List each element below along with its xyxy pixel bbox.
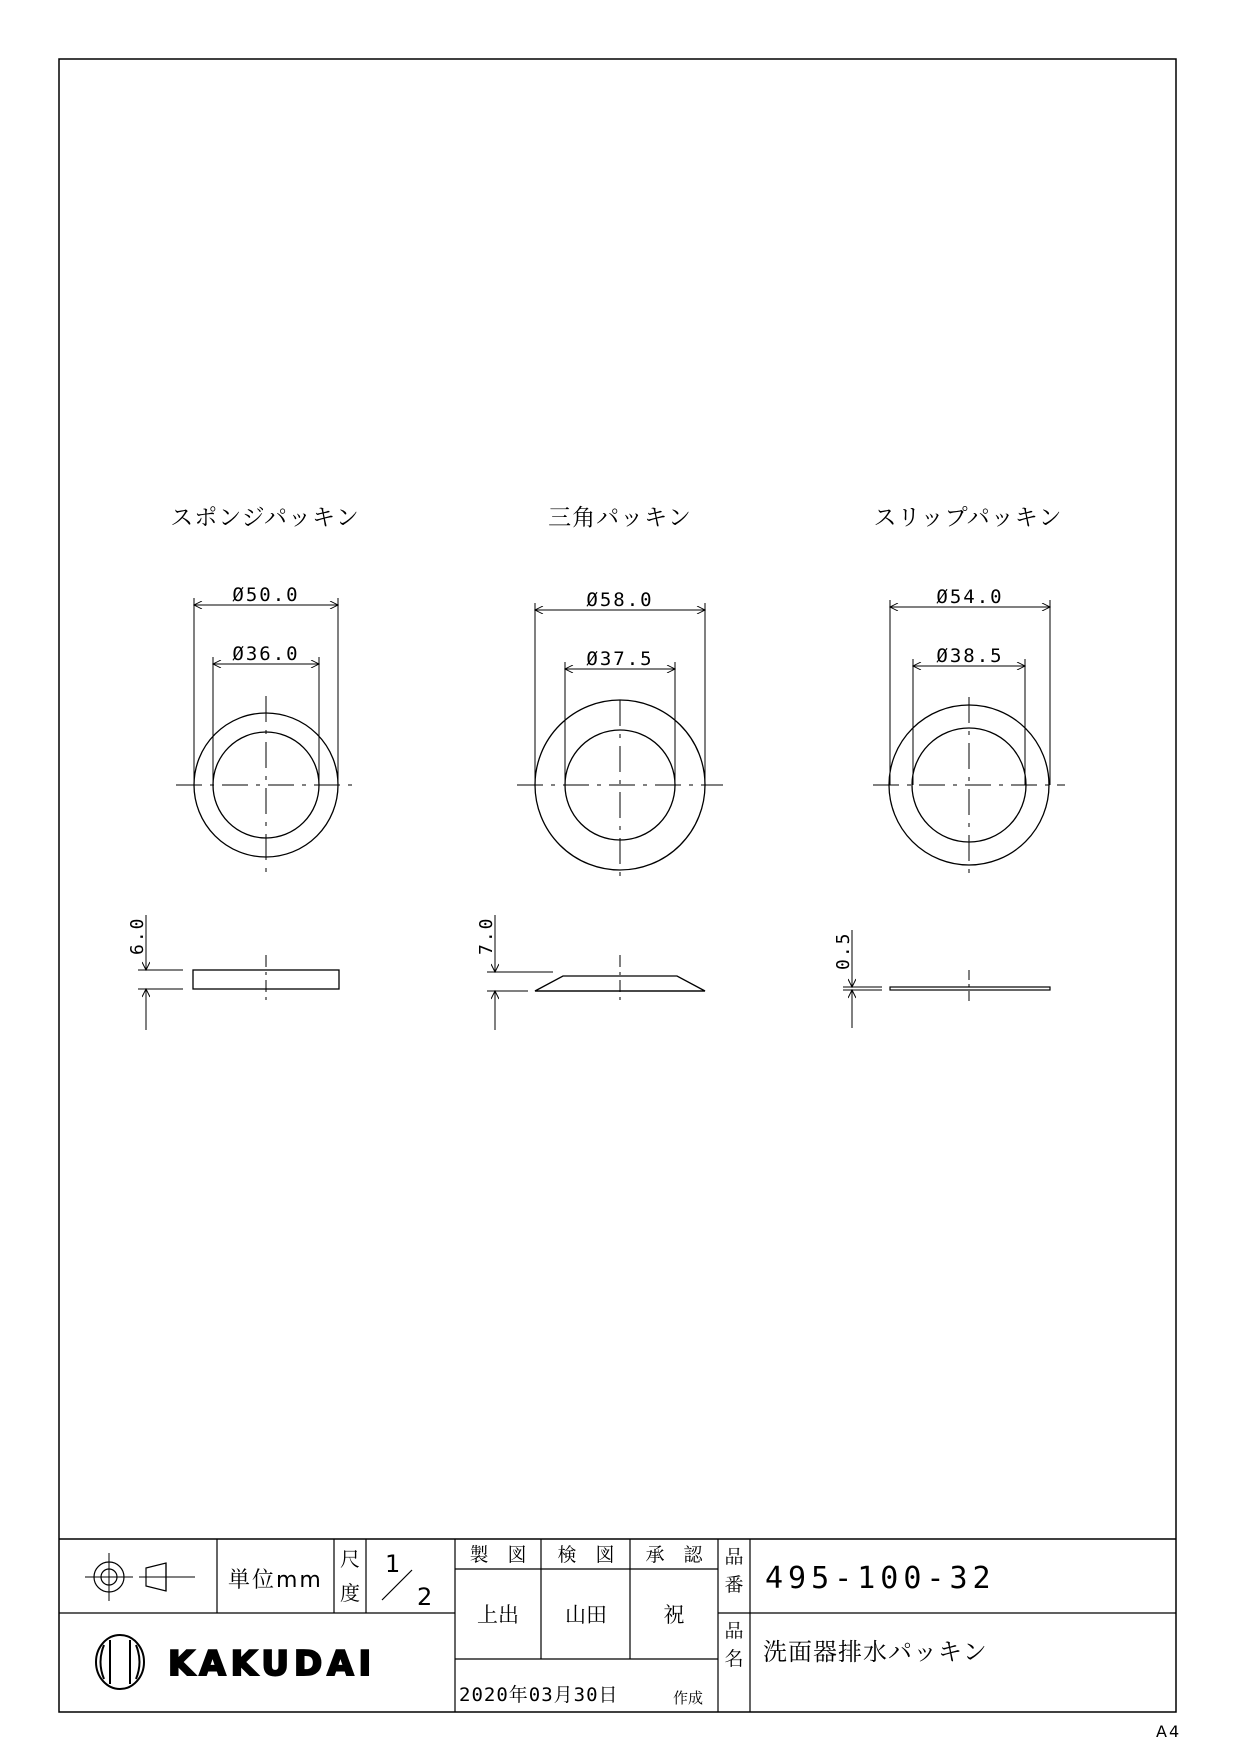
scale-label: 尺 [340, 1547, 360, 1571]
part-number-label: 品 [724, 1546, 744, 1568]
part-name: 洗面器排水パッキン [763, 1638, 988, 1666]
part-number: 495-100-32 [765, 1561, 996, 1596]
part-title: スポンジパッキン [170, 505, 360, 531]
part-title: スリップパッキン [873, 505, 1063, 531]
thickness-label: 0.5 [833, 931, 854, 970]
part-slip-packing [833, 505, 1065, 1028]
drafted-by: 上出 [477, 1603, 519, 1627]
part-name-label: 名 [724, 1648, 744, 1670]
outer-diameter-label: Ø50.0 [232, 584, 300, 606]
kakudai-logo-icon [96, 1635, 144, 1689]
checked-header: 検 図 [557, 1544, 615, 1566]
side-view-profile [890, 987, 1050, 990]
company-name: KAKUDAI [168, 1644, 377, 1684]
part-title: 三角パッキン [548, 505, 692, 531]
part-name-label: 品 [724, 1620, 744, 1642]
scale-denominator: 2 [417, 1583, 433, 1611]
approved-header: 承 認 [645, 1544, 703, 1566]
unit-label: 単位mm [228, 1568, 323, 1593]
date: 2020年03月30日 [459, 1684, 619, 1706]
inner-diameter-label: Ø36.0 [232, 643, 300, 665]
thickness-label: 7.0 [476, 916, 497, 955]
drawing-frame [59, 59, 1176, 1712]
part-number-label: 番 [724, 1574, 744, 1596]
checked-by: 山田 [565, 1603, 607, 1627]
drafted-header: 製 図 [469, 1544, 527, 1566]
part-triangle-packing [476, 505, 723, 1030]
approved-by: 祝 [663, 1603, 685, 1627]
scale-label: 度 [340, 1581, 360, 1605]
inner-diameter-label: Ø37.5 [586, 648, 654, 670]
inner-diameter-label: Ø38.5 [936, 645, 1004, 667]
outer-diameter-label: Ø58.0 [586, 589, 654, 611]
part-sponge-packing [127, 505, 360, 1030]
scale-numerator: 1 [385, 1550, 401, 1578]
projection-symbol-icon [85, 1553, 195, 1601]
thickness-label: 6.0 [127, 916, 148, 955]
date-suffix: 作成 [673, 1689, 704, 1707]
outer-diameter-label: Ø54.0 [936, 586, 1004, 608]
paper-size-label: A4 [1156, 1722, 1182, 1741]
title-block [59, 1539, 1176, 1712]
